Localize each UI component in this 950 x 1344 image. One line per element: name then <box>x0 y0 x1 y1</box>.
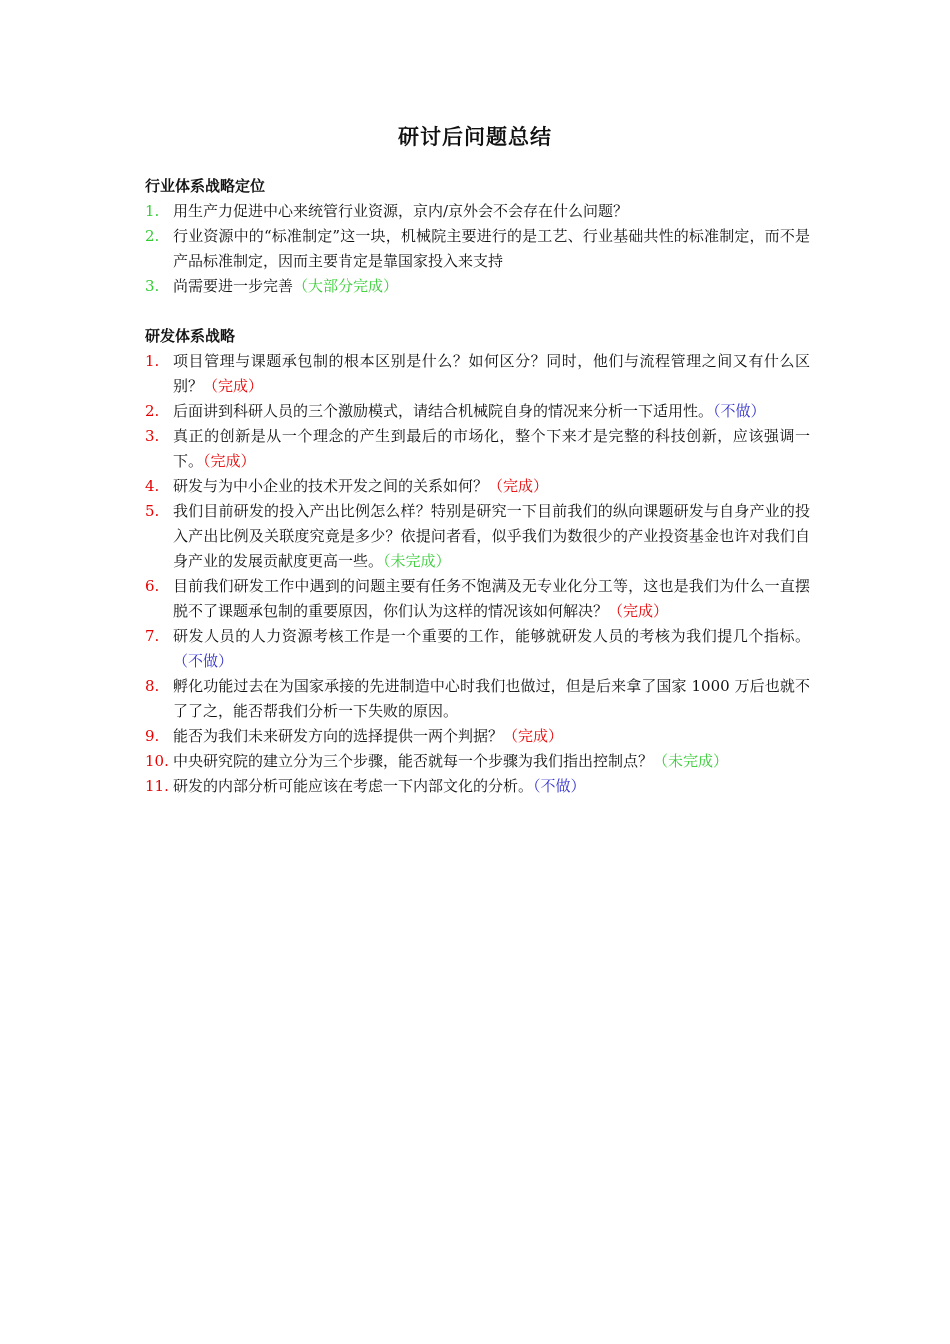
item-text: 研发与为中小企业的技术开发之间的关系如何？ <box>173 477 489 495</box>
item-status: （完成） <box>203 452 256 470</box>
item-text: 目前我们研发工作中遇到的问题主要有任务不饱满及无专业化分工等，这也是我们为什么一直摆脱不了课题承包制的重要原因，你们认为这样的情况该如何解决？ <box>173 577 810 620</box>
list-item <box>145 349 810 399</box>
item-number: 3. <box>145 277 160 295</box>
item-text: 行业资源中的“标准制定”这一块，机械院主要进行的是工艺、行业基础共性的标准制定，而不是产品标准制定，因而主要肯定是靠国家投入来支持 <box>173 227 810 270</box>
item-status: （大部分完成） <box>293 277 399 295</box>
list-item <box>145 724 810 749</box>
document-body <box>145 174 810 799</box>
list-item <box>145 474 810 499</box>
list-item <box>145 574 810 624</box>
list-item <box>145 424 810 474</box>
item-number: 9. <box>145 727 160 745</box>
item-status: （完成） <box>203 377 264 395</box>
item-number: 4. <box>145 477 160 495</box>
item-text: 孵化功能过去在为国家承接的先进制造中心时我们也做过，但是后来拿了国家 1000 万后也就不了了之，能否帮我们分析一下失败的原因。 <box>173 677 810 720</box>
item-status: （完成） <box>488 477 549 495</box>
item-text: 中央研究院的建立分为三个步骤，能否就每一个步骤为我们指出控制点？ <box>173 752 654 770</box>
item-number: 8. <box>145 677 160 695</box>
item-number: 2. <box>145 402 160 420</box>
document-title: 研讨后问题总结 <box>398 125 552 149</box>
list-item <box>145 499 810 574</box>
item-text: 用生产力促进中心来统管行业资源，京内/京外会不会存在什么问题？ <box>173 202 629 220</box>
item-status: （未完成） <box>653 752 729 770</box>
item-number: 7. <box>145 627 160 645</box>
item-text: 能否为我们未来研发方向的选择提供一两个判据？ <box>173 727 504 745</box>
item-status: （未完成） <box>383 552 451 570</box>
item-text: 我们目前研发的投入产出比例怎么样？特别是研究一下目前我们的纵向课题研发与自身产业的投入产出比例及关联度究竟是多少？依提问者看，似乎我们为数很少的产业投资基金也许对我们自身产业的发展贡献度更高一些。 <box>173 502 810 570</box>
item-status: （不做） <box>533 777 586 795</box>
item-number: 10. <box>145 752 169 770</box>
item-number: 11. <box>145 777 169 795</box>
item-status: （不做） <box>713 402 766 420</box>
item-number: 3. <box>145 427 160 445</box>
item-number: 5. <box>145 502 160 520</box>
item-text: 研发的内部分析可能应该在考虑一下内部文化的分析。 <box>173 777 534 795</box>
item-number: 6. <box>145 577 160 595</box>
list-item <box>145 774 810 799</box>
item-text: 研发人员的人力资源考核工作是一个重要的工作，能够就研发人员的考核为我们提几个指标。 <box>173 627 810 645</box>
item-status: （不做） <box>173 652 234 670</box>
section-rd-strategy <box>145 324 810 799</box>
item-status: （完成） <box>608 602 669 620</box>
numbered-list <box>145 199 810 299</box>
section-heading: 研发体系战略 <box>145 327 236 345</box>
list-item <box>145 224 810 274</box>
list-item <box>145 199 810 224</box>
section-spacer <box>145 299 810 324</box>
list-item <box>145 274 810 299</box>
item-number: 1. <box>145 352 160 370</box>
list-item <box>145 399 810 424</box>
section-industry-strategy <box>145 174 810 299</box>
numbered-list <box>145 349 810 799</box>
section-heading: 行业体系战略定位 <box>145 177 266 195</box>
item-number: 1. <box>145 202 160 220</box>
item-number: 2. <box>145 227 160 245</box>
item-text: 尚需要进一步完善 <box>173 277 294 295</box>
item-text: 后面讲到科研人员的三个激励模式，请结合机械院自身的情况来分析一下适用性。 <box>173 402 714 420</box>
item-text: 项目管理与课题承包制的根本区别是什么？如何区分？同时，他们与流程管理之间又有什么区别？ <box>173 352 810 395</box>
item-text: 真正的创新是从一个理念的产生到最后的市场化，整个下来才是完整的科技创新，应该强调一下。 <box>173 427 810 470</box>
item-status: （完成） <box>503 727 564 745</box>
list-item <box>145 624 810 674</box>
list-item <box>145 749 810 774</box>
list-item <box>145 674 810 724</box>
